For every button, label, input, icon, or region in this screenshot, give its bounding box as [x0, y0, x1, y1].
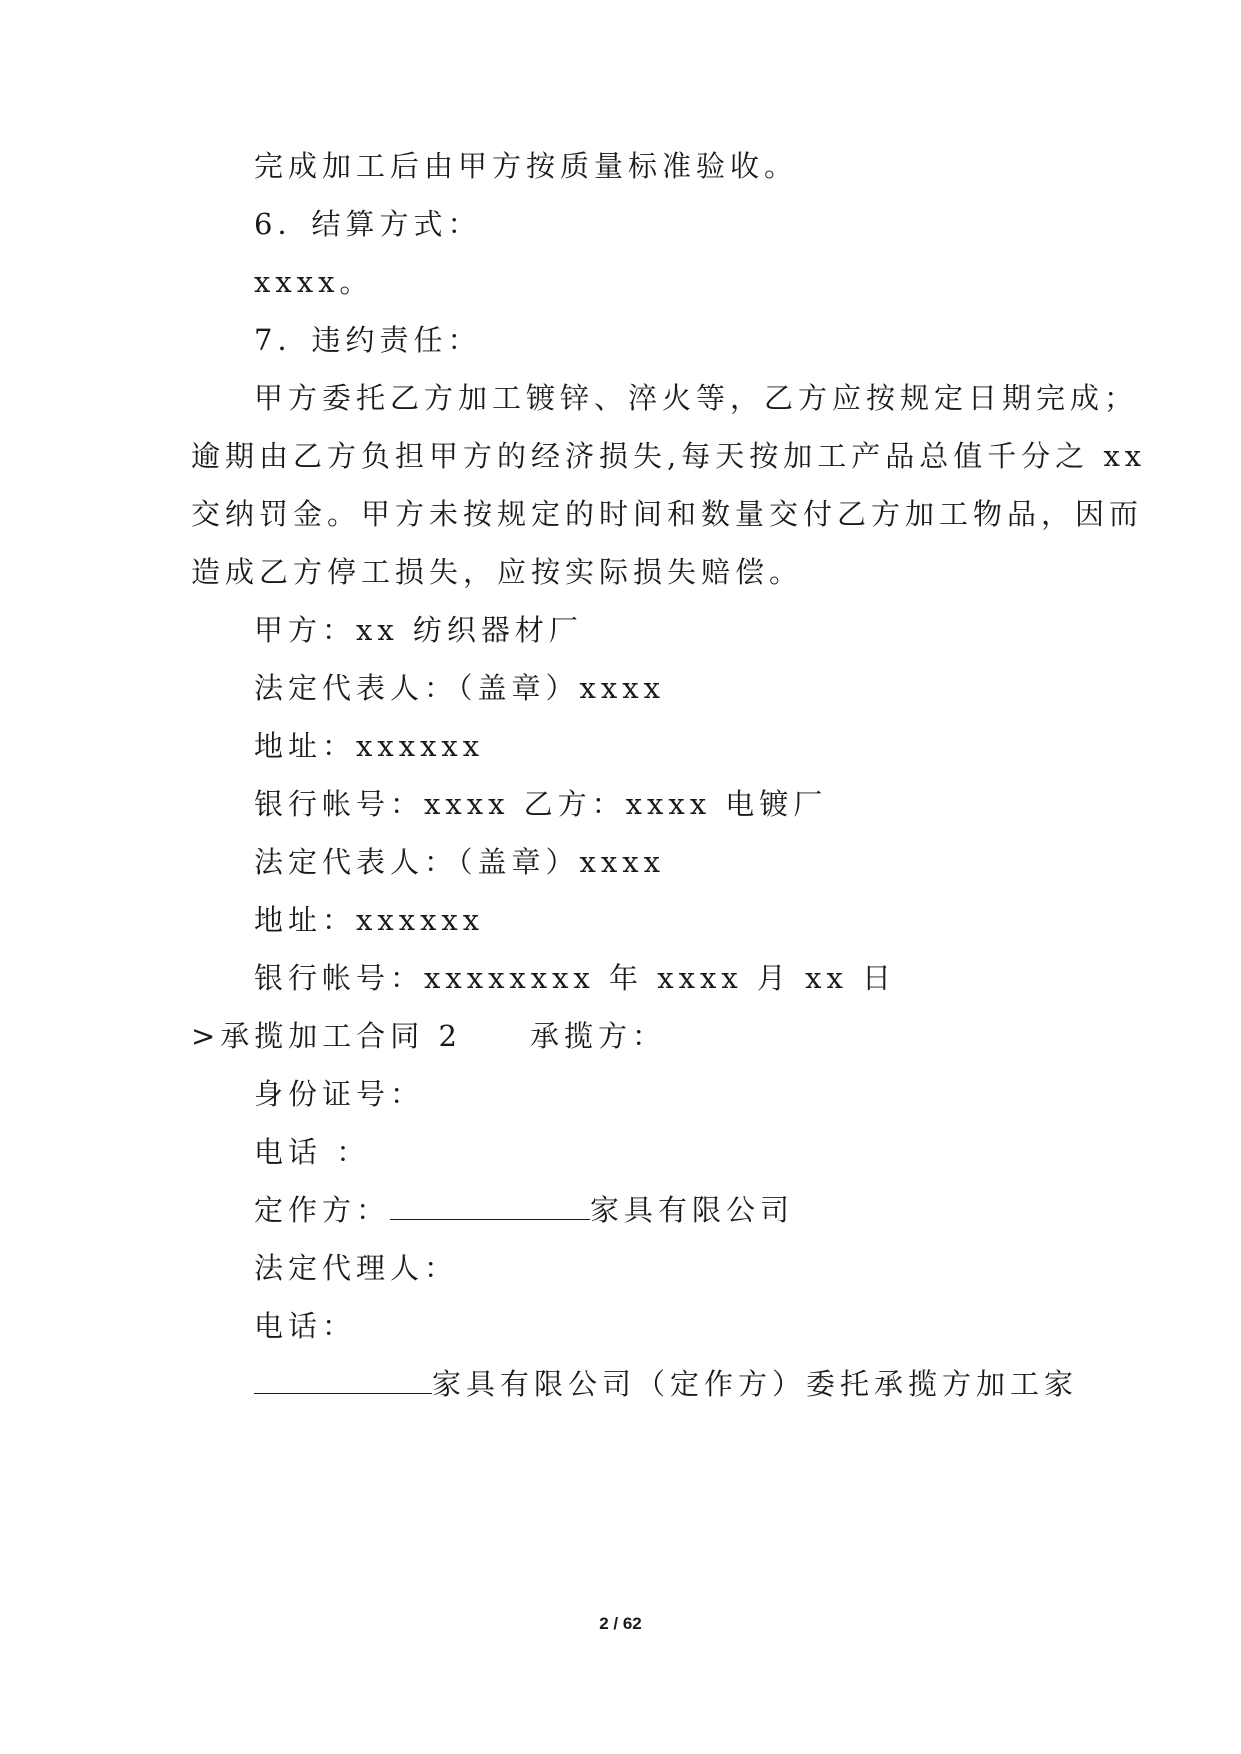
- liability-line-2: 逾期由乙方负担甲方的经济损失,每天按加工产品总值千分之 xx: [191, 439, 1147, 473]
- liability-line-4: 造成乙方停工损失，应按实际损失赔偿。: [191, 555, 804, 589]
- company-blank: [254, 1365, 432, 1394]
- liability-line-1: 甲方委托乙方加工镀锌、淬火等，乙方应按规定日期完成；: [254, 381, 1139, 415]
- orderer-blank: [390, 1191, 590, 1220]
- id-number-field: 身份证号：: [254, 1077, 425, 1111]
- liability-line-3: 交纳罚金。甲方未按规定的时间和数量交付乙方加工物品，因而: [191, 497, 1144, 531]
- bank-account-a: 银行帐号：xxxx 乙方：xxxx 电镀厂: [254, 787, 828, 821]
- legal-representative-a: 法定代表人：（盖章）xxxx: [254, 671, 665, 705]
- address-b: 地址：xxxxxx: [254, 903, 485, 937]
- paragraph-acceptance: 完成加工后由甲方按质量标准验收。: [254, 149, 799, 183]
- party-a: 甲方：xx 纺织器材厂: [254, 613, 583, 647]
- page-number: 2 / 62: [599, 1614, 642, 1633]
- heading-settlement: 6．结算方式：: [254, 207, 482, 241]
- contract-2-heading: >承揽加工合同 2 承揽方：: [191, 1019, 666, 1053]
- legal-representative-b: 法定代表人：（盖章）xxxx: [254, 845, 665, 879]
- phone-field-1: 电话 ：: [254, 1135, 371, 1169]
- commission-text: 家具有限公司（定作方）委托承揽方加工家: [432, 1367, 1079, 1401]
- phone-field-2: 电话：: [254, 1309, 357, 1343]
- orderer-label: 定作方：: [254, 1193, 391, 1227]
- commission-line: [254, 1364, 1078, 1404]
- orderer-company: 家具有限公司: [590, 1193, 795, 1227]
- heading-liability: 7．违约责任：: [254, 323, 482, 357]
- orderer-line: [254, 1190, 794, 1230]
- paragraph-settlement: xxxx。: [254, 265, 374, 299]
- address-a: 地址：xxxxxx: [254, 729, 485, 763]
- legal-agent-field: 法定代理人：: [254, 1251, 459, 1285]
- bank-account-b: 银行帐号：xxxxxxxx 年 xxxx 月 xx 日: [254, 961, 897, 995]
